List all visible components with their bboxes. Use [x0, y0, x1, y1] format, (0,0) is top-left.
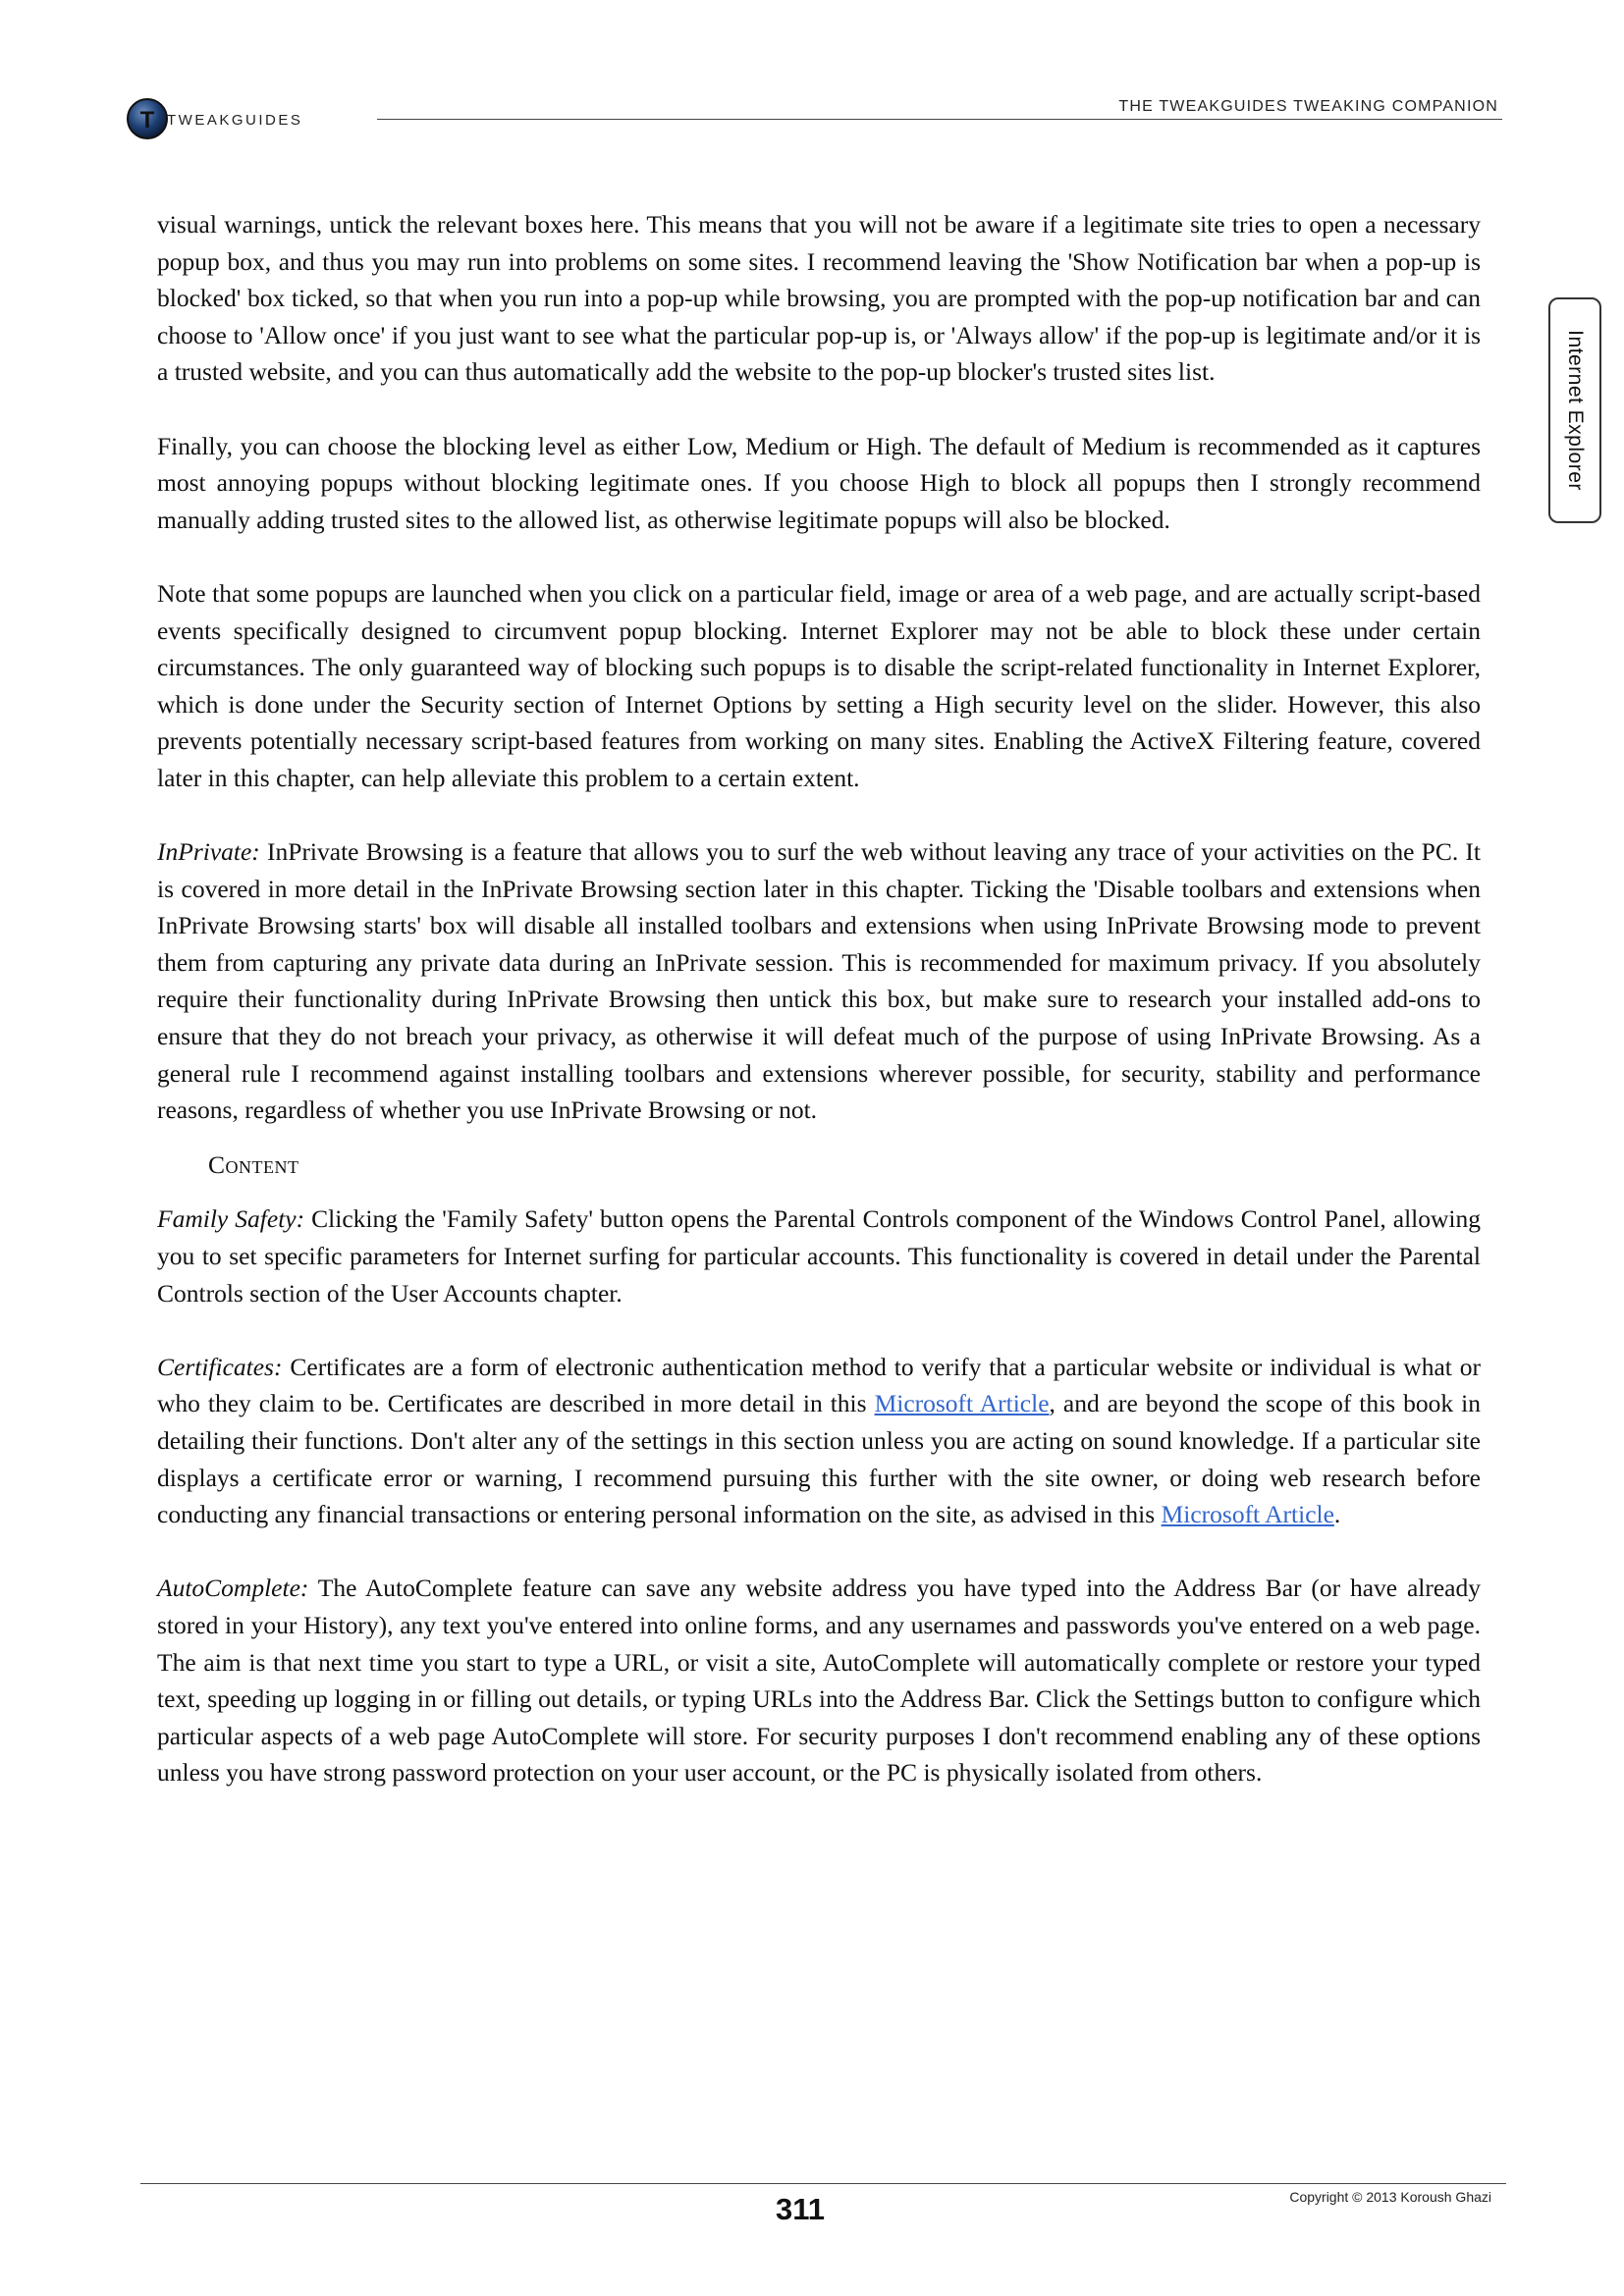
- paragraph-autocomplete: [157, 1570, 1481, 1791]
- inprivate-description: InPrivate Browsing is a feature that allows you to surf the web without leaving any trace of your activities on the PC. It is covered in more detail in the InPrivate Browsing section later in this chapter. Ticking the 'Disable toolbars and extensions when InPrivate Browsing starts' box will disable all installed toolbars and extensions when using InPrivate Browsing mode to prevent them from capturing any private data during an InPrivate session. This is recommended for maximum privacy. If you absolutely require their functionality during InPrivate Browsing then untick this box, but make sure to research your installed add-ons to ensure that they do not breach your privacy, as otherwise it will defeat much of the purpose of using InPrivate Browsing. As a general rule I recommend against installing toolbars and extensions wherever possible, for security, stability and performance reasons, regardless of whether you use InPrivate Browsing or not.: [157, 837, 1481, 1125]
- copyright-notice: Copyright © 2013 Koroush Ghazi: [1289, 2189, 1491, 2205]
- certificates-text-1: Certificates are a form of electronic authentication method to verify that a particular website or individual is what or who they claim to be. Certificates are described in more detail in this: [157, 1352, 1481, 1418]
- paragraph-family-safety: [157, 1201, 1481, 1311]
- section-heading-content: Content: [208, 1149, 299, 1179]
- chapter-side-tab-label: Internet Explorer: [1564, 330, 1587, 491]
- term-inprivate: InPrivate:: [157, 837, 260, 867]
- autocomplete-description: The AutoComplete feature can save any website address you have typed into the Address Bar (or have already stored in your History), any text you've entered into online forms, and any usernames and passwords you've entered on a web page. The aim is that next time you start to type a URL, or visit a site, AutoComplete will automatically complete or restore your typed text, speeding up logging in or filling out details, or typing URLs into the Address Bar. Click the Settings button to configure which particular aspects of a web page AutoComplete will store. For security purposes I don't recommend enabling any of these options unless you have strong password protection on your user account, or the PC is physically isolated from others.: [157, 1574, 1481, 1788]
- paragraph-certificates: [157, 1349, 1481, 1533]
- paragraph-inprivate: [157, 833, 1481, 1129]
- certificates-text-3: .: [1333, 1500, 1341, 1529]
- header-divider: [377, 119, 1502, 120]
- logo-wordmark: TWEAKGUIDES: [167, 112, 303, 129]
- family-safety-description: Clicking the 'Family Safety' button opens the Parental Controls component of the Windows Control Panel, allowing you to set specific parameters for Internet surfing for particular accounts. This functionality is covered in detail under the Parental Controls section of the User Accounts chapter.: [157, 1204, 1481, 1308]
- page-number: 311: [776, 2192, 826, 2226]
- tweakguides-logo: [124, 92, 359, 147]
- term-certificates: Certificates:: [157, 1352, 283, 1381]
- microsoft-article-link-1[interactable]: Microsoft Article: [874, 1389, 1050, 1418]
- svg-text:T: T: [139, 107, 155, 133]
- chapter-side-tab: [1548, 297, 1601, 523]
- paragraph-blocking-level: Finally, you can choose the blocking level as either Low, Medium or High. The default of Medium is recommended as it captures most annoying popups without blocking legitimate ones. If you choose High to block all popups then I strongly recommend manually adding trusted sites to the allowed list, as otherwise legitimate popups will also be blocked.: [157, 431, 1481, 534]
- certificates-text-2: , and are beyond the scope of this book in detailing their functions. Don't alter any of the settings in this section unless you are acting on sound knowledge. If a particular site displays a certificate error or warning, I recommend pursuing this further with the site owner, or doing web research before conducting any financial transactions or entering personal information on the site, as advised in this: [157, 1389, 1481, 1529]
- paragraph-script-popups: Note that some popups are launched when you click on a particular field, image or area of a web page, and are actually script-based events specifically designed to circumvent popup blocking. Internet Explorer may not be able to block these under certain circumstances. The only guaranteed way of blocking such popups is to disable the script-related functionality in Internet Explorer, which is done under the Security section of Internet Options by setting a High security level on the slider. However, this also prevents potentially necessary script-based features from working on many sites. Enabling the ActiveX Filtering feature, covered later in this chapter, can help alleviate this problem to a certain extent.: [157, 578, 1481, 792]
- paragraph-notification-bar: visual warnings, untick the relevant boxes here. This means that you will not be aware if a legitimate site tries to open a necessary popup box, and thus you may run into problems on some sites. I recommend leaving the 'Show Notification bar when a pop-up is blocked' box ticked, so that when you run into a pop-up while browsing, you are prompted with the pop-up notification bar and can choose to 'Allow once' if you just want to see what the particular pop-up is, or 'Always allow' if the pop-up is legitimate and/or it is a trusted website, and you can thus automatically add the website to the pop-up blocker's trusted sites list.: [157, 210, 1481, 387]
- term-family-safety: Family Safety:: [157, 1204, 305, 1234]
- body-text: [157, 206, 1481, 1829]
- microsoft-article-link-2[interactable]: Microsoft Article: [1161, 1500, 1334, 1529]
- footer-divider: [140, 2183, 1506, 2184]
- term-autocomplete: AutoComplete:: [157, 1574, 309, 1603]
- running-header: THE TWEAKGUIDES TWEAKING COMPANION: [1118, 98, 1498, 115]
